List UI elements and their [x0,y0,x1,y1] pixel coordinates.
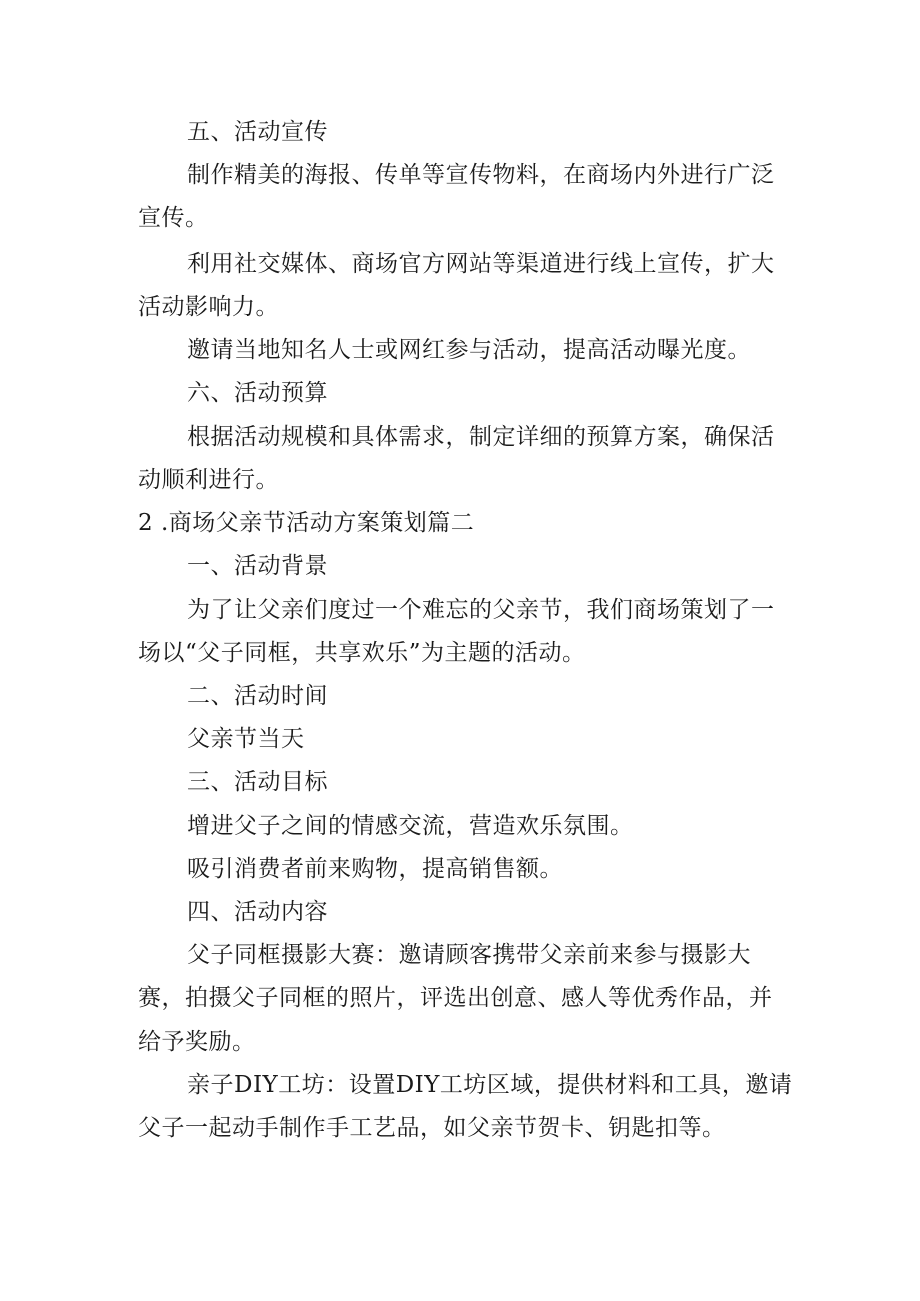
paragraph-line: 赛，拍摄父子同框的照片，评选出创意、感人等优秀作品，并 [138,985,773,1011]
paragraph-line: 亲子DIY工坊：设置DIY工坊区域，提供材料和工具，邀请 [187,1072,793,1098]
section-heading-budget: 六、活动预算 [187,380,328,406]
section-heading-content: 四、活动内容 [187,899,328,925]
paragraph-line: 活动影响力。 [138,294,279,320]
paragraph-line: 吸引消费者前来购物，提高销售额。 [187,856,563,882]
paragraph-line: 利用社交媒体、商场官方网站等渠道进行线上宣传，扩大 [187,251,775,277]
paragraph-line: 父子同框摄影大赛：邀请顾客携带父亲前来参与摄影大 [187,942,751,968]
paragraph-line: 增进父子之间的情感交流，营造欢乐氛围。 [187,813,634,839]
paragraph-line: 场以“父子同框，共享欢乐”为主题的活动。 [138,640,586,666]
section-heading-goals: 三、活动目标 [187,769,328,795]
paragraph-line: 邀请当地知名人士或网红参与活动，提高活动曝光度。 [187,337,751,363]
paragraph-line: 为了让父亲们度过一个难忘的父亲节，我们商场策划了一 [187,597,775,623]
section-heading-time: 二、活动时间 [187,683,328,709]
paragraph-line: 父亲节当天 [187,726,305,752]
paragraph-line: 制作精美的海报、传单等宣传物料，在商场内外进行广泛 [187,162,775,188]
paragraph-line: 根据活动规模和具体需求，制定详细的预算方案，确保活 [187,424,775,450]
article-title: 2 .商场父亲节活动方案策划篇二 [138,510,475,536]
section-heading-publicity: 五、活动宣传 [187,119,328,145]
paragraph-line: 动顺利进行。 [138,467,279,493]
paragraph-line: 宣传。 [138,205,209,231]
paragraph-line: 给予奖励。 [138,1029,256,1055]
paragraph-line: 父子一起动手制作手工艺品，如父亲节贺卡、钥匙扣等。 [138,1115,726,1141]
section-heading-background: 一、活动背景 [187,553,328,579]
